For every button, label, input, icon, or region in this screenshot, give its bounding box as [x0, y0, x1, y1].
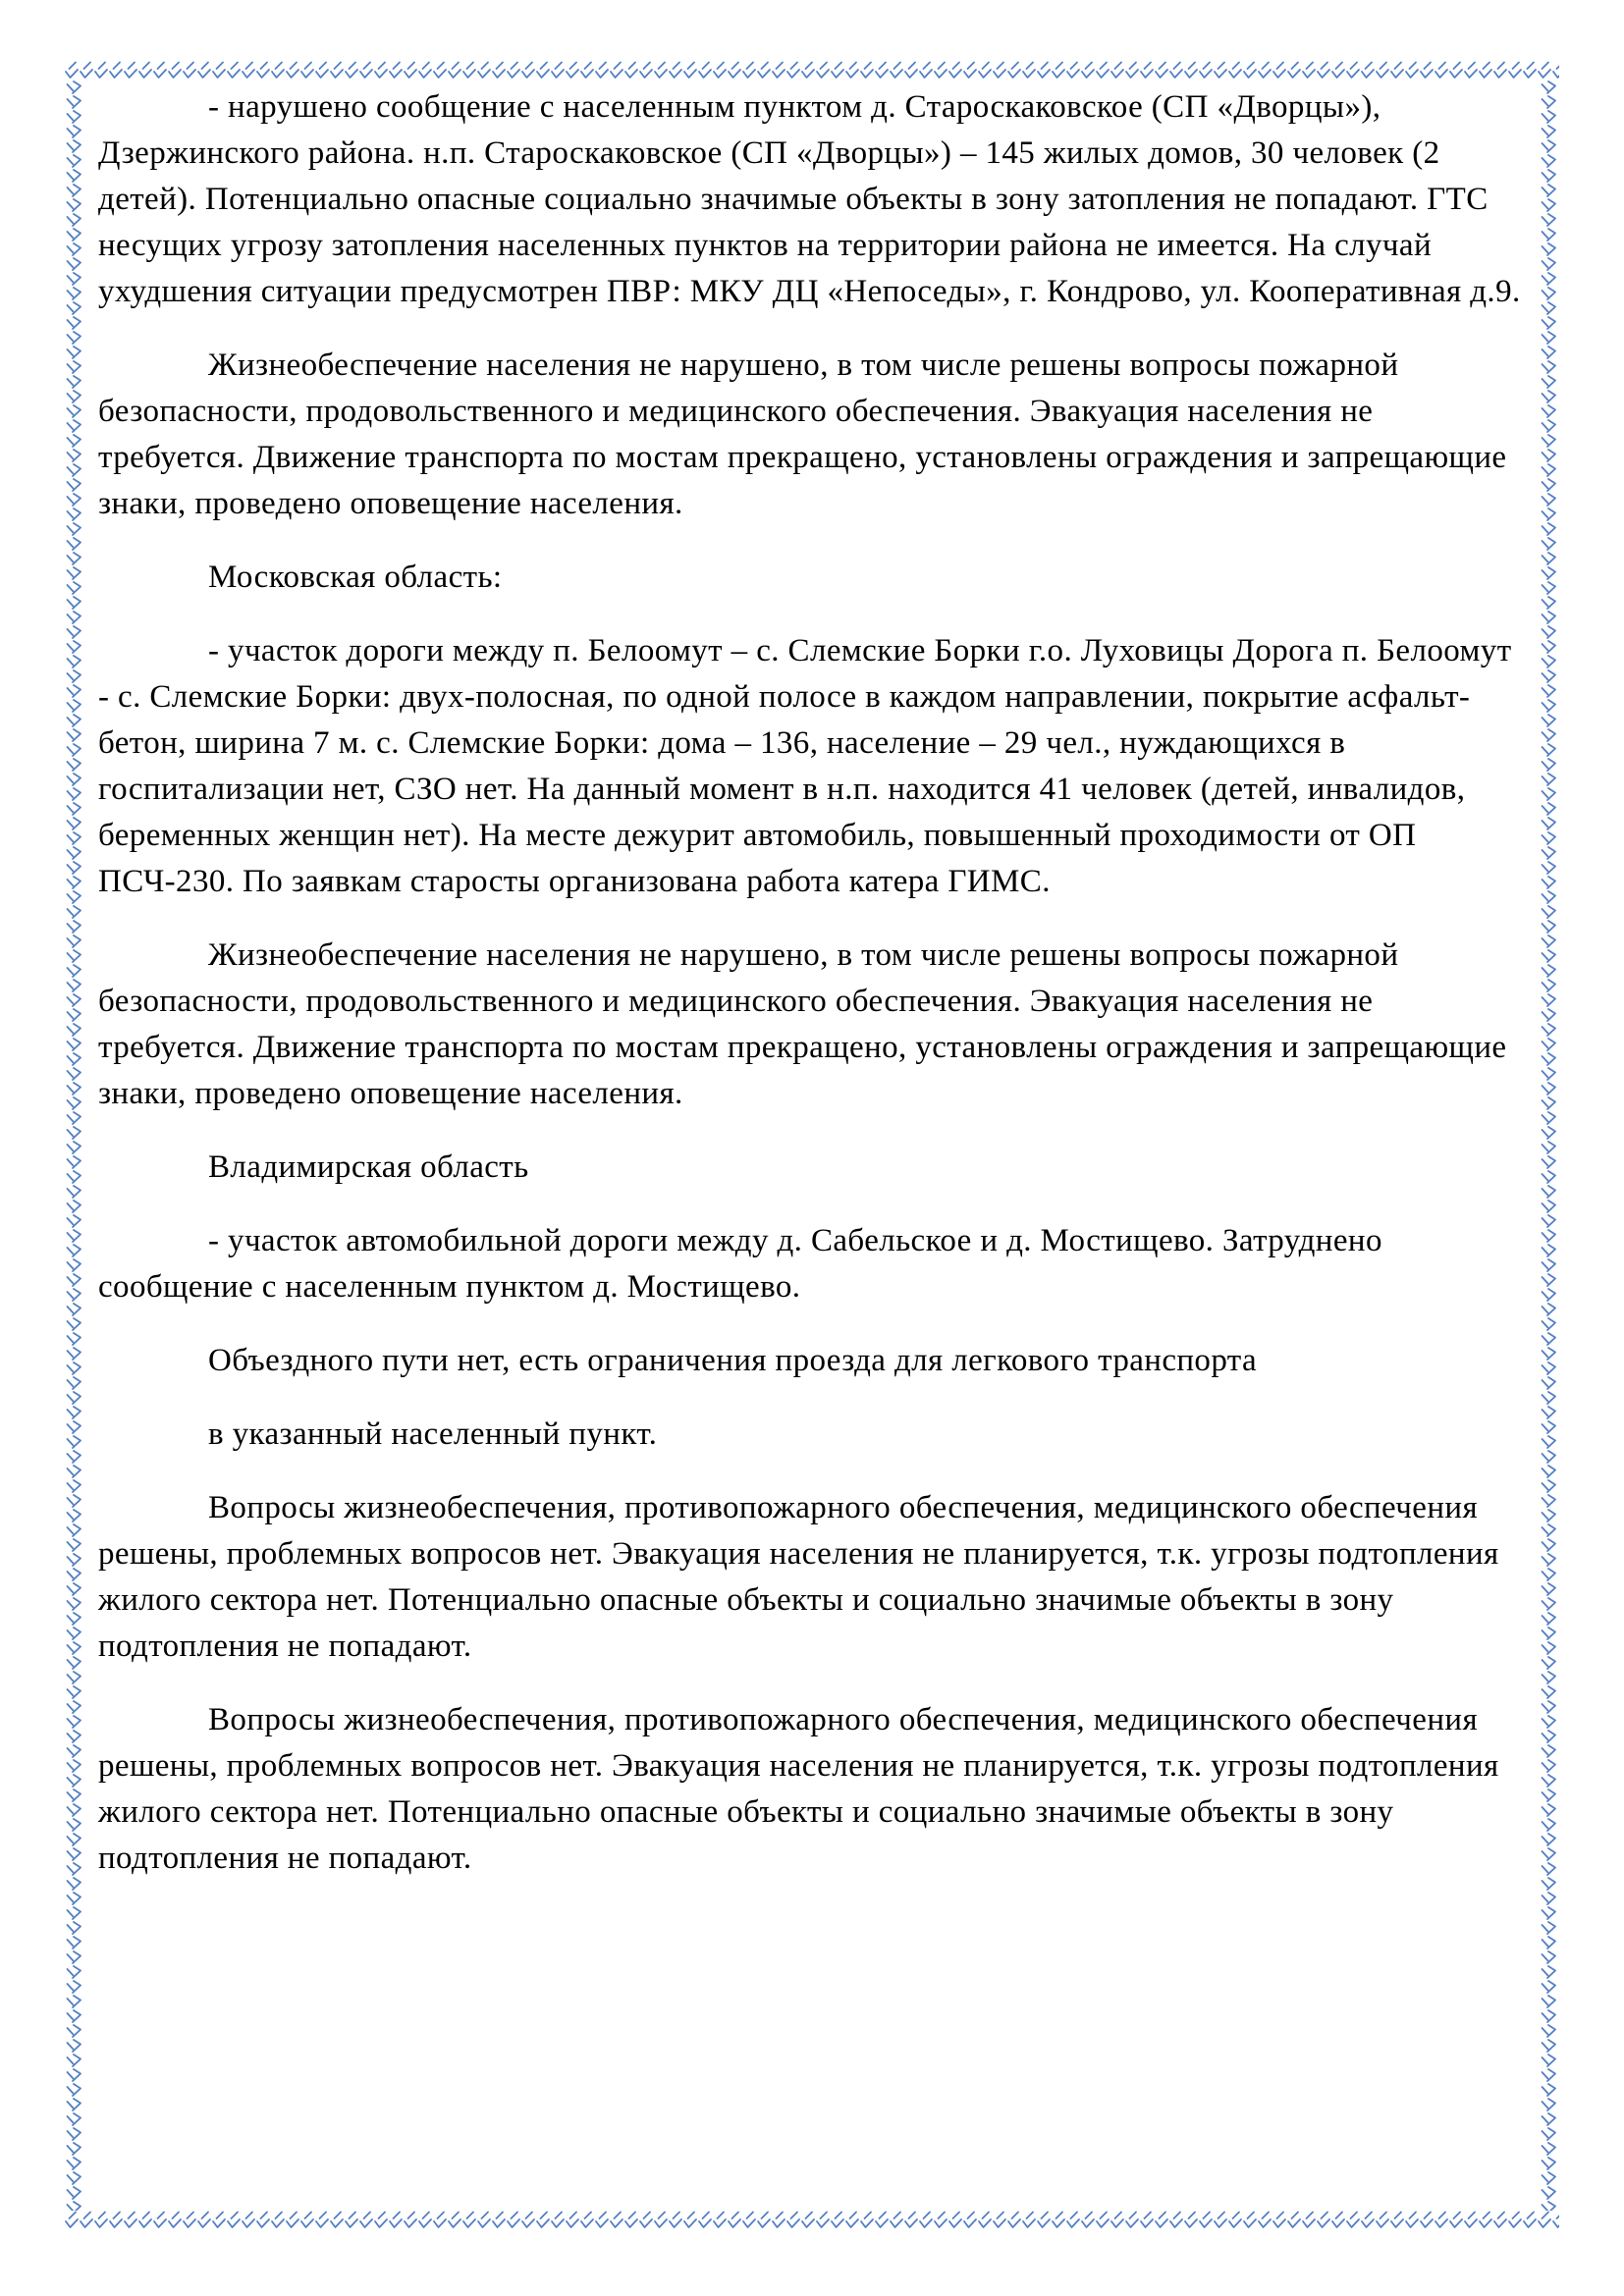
paragraph-kaluga-road: - нарушено сообщение с населенным пунктом д. Староскаковское (СП «Дворцы»), Дзержинского района. н.п. Староскаковское (СП «Дворцы») – 145 жилых домов, 30 человек (2 детей). Потенциально опасные социально значимые объекты в зону затопления не попадают. ГТС несущих угрозу затопления населенных пунктов на территории района не имеется. На случай ухудшения ситуации предусмотрен ПВР: МКУ ДЦ «Непоседы», г. Кондрово, ул. Кооперативная д.9.	[98, 89, 1521, 309]
paragraph-life-support-2: Жизнеобеспечение населения не нарушено, в том числе решены вопросы пожарной безопасности, продовольственного и медицинского обеспечения. Эвакуация населения не требуется. Движение транспорта по мостам прекращено, установлены ограждения и запрещающие знаки, проведено оповещение населения.	[98, 937, 1507, 1111]
page-border-bottom	[65, 2211, 1559, 2230]
page-border-left	[65, 80, 84, 2211]
paragraph-settlement-note: в указанный населенный пункт.	[208, 1416, 658, 1452]
paragraph-no-detour: Объездного пути нет, есть ограничения проезда для легкового транспорта	[208, 1343, 1258, 1378]
section-heading-moscow-oblast: Московская область:	[208, 560, 503, 595]
page-border-right	[1540, 80, 1559, 2211]
section-heading-vladimir-oblast: Владимирская область	[208, 1149, 529, 1185]
page-border-top	[65, 61, 1559, 80]
paragraph-life-support-1: Жизнеобеспечение населения не нарушено, в том числе решены вопросы пожарной безопасности, продовольственного и медицинского обеспечения. Эвакуация населения не требуется. Движение транспорта по мостам прекращено, установлены ограждения и запрещающие знаки, проведено оповещение населения.	[98, 347, 1507, 521]
paragraph-sabelskoe-road: - участок автомобильной дороги между д. Сабельское и д. Мостищево. Затруднено сообщение с населенным пунктом д. Мостищево.	[98, 1223, 1382, 1305]
paragraph-questions-resolved-2: Вопросы жизнеобеспечения, противопожарного обеспечения, медицинского обеспечения решены, проблемных вопросов нет. Эвакуация населения не планируется, т.к. угрозы подтопления жилого сектора нет. Потенциально опасные объекты и социально значимые объекты в зону подтопления не попадают.	[98, 1702, 1499, 1876]
document-body	[98, 84, 1524, 1909]
paragraph-beloomut-road: - участок дороги между п. Белоомут – с. Слемские Борки г.о. Луховицы Дорога п. Белоомут - с. Слемские Борки: двух-полосная, по одной полосе в каждом направлении, покрытие асфальт-бетон, ширина 7 м. с. Слемские Борки: дома – 136, население – 29 чел., нуждающихся в госпитализации нет, СЗО нет. На данный момент в н.п. находится 41 человек (детей, инвалидов, беременных женщин нет). На месте дежурит автомобиль, повышенный проходимости от ОП ПСЧ-230. По заявкам старосты организована работа катера ГИМС.	[98, 633, 1512, 899]
paragraph-questions-resolved-1: Вопросы жизнеобеспечения, противопожарного обеспечения, медицинского обеспечения решены, проблемных вопросов нет. Эвакуация населения не планируется, т.к. угрозы подтопления жилого сектора нет. Потенциально опасные объекты и социально значимые объекты в зону подтопления не попадают.	[98, 1490, 1499, 1664]
